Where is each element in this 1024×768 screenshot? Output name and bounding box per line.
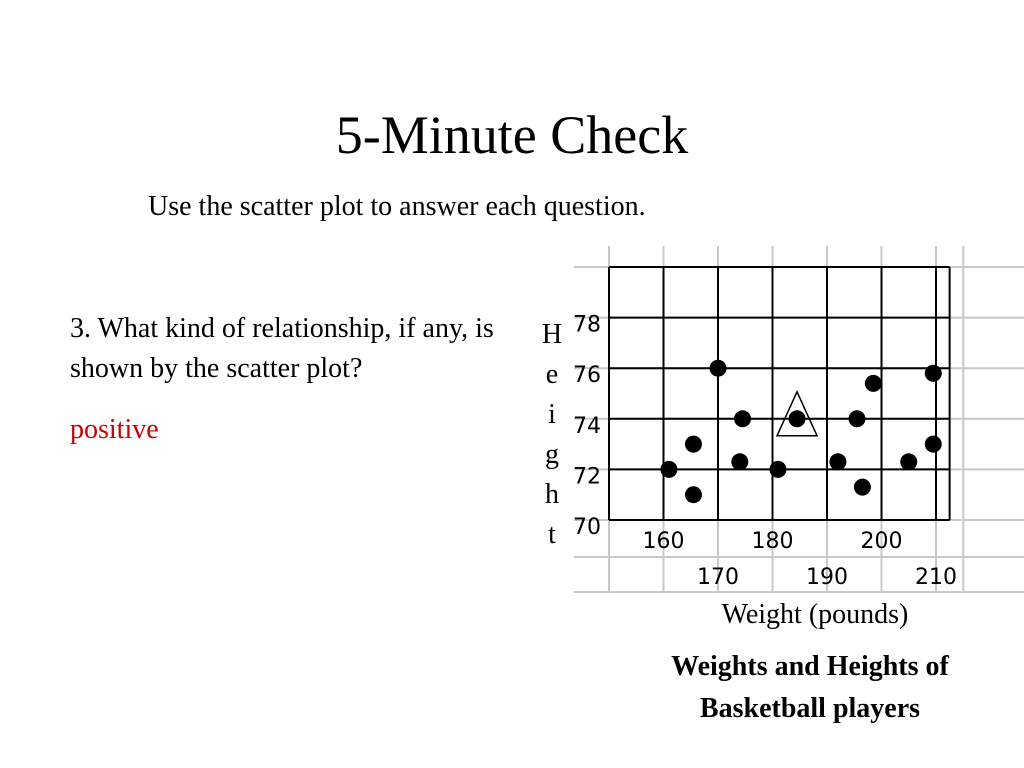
data-point <box>731 453 748 470</box>
x-tick-label: 190 <box>806 565 848 590</box>
y-tick-label: 78 <box>573 312 601 338</box>
data-point <box>900 453 917 470</box>
answer-text: positive <box>70 414 159 445</box>
x-axis-label: Weight (pounds) <box>721 599 909 630</box>
data-point <box>854 479 871 496</box>
x-tick-label: 200 <box>860 529 903 554</box>
y-tick-label: 72 <box>573 464 601 490</box>
x-tick-label: 210 <box>915 565 957 590</box>
y-axis-label-letter: g <box>545 439 559 470</box>
chart-title: Weights and Heights of Basketball players <box>671 651 949 724</box>
data-point <box>769 461 786 478</box>
data-points <box>660 360 941 504</box>
data-point <box>710 360 727 377</box>
slide-subtitle: Use the scatter plot to answer each question. <box>148 191 646 222</box>
plot-grid <box>609 267 950 520</box>
question-text: 3. What kind of relationship, if any, is shown by the scatter plot? <box>70 313 494 384</box>
y-axis-label-letter: H <box>541 319 563 350</box>
y-tick-label: 76 <box>573 363 601 389</box>
data-point <box>865 375 882 392</box>
slide-title: 5-Minute Check <box>335 105 689 165</box>
data-point <box>848 410 865 427</box>
y-axis-label-letter: e <box>545 359 559 390</box>
data-point <box>925 436 942 453</box>
x-tick-label: 170 <box>697 565 739 590</box>
y-axis-label-letter: h <box>545 479 559 510</box>
data-point <box>829 453 846 470</box>
y-tick-label: 74 <box>573 413 601 439</box>
data-point <box>789 410 806 427</box>
y-axis-label-letter: t <box>548 519 556 550</box>
y-tick-label: 70 <box>573 515 601 540</box>
data-point <box>660 461 677 478</box>
tick-labels <box>573 313 957 590</box>
data-point <box>734 410 751 427</box>
data-point <box>685 436 702 453</box>
data-point <box>925 365 942 382</box>
x-tick-label: 180 <box>751 529 794 554</box>
x-tick-label: 160 <box>642 529 685 554</box>
y-axis-label-letter: i <box>548 399 556 430</box>
data-point <box>685 486 702 503</box>
